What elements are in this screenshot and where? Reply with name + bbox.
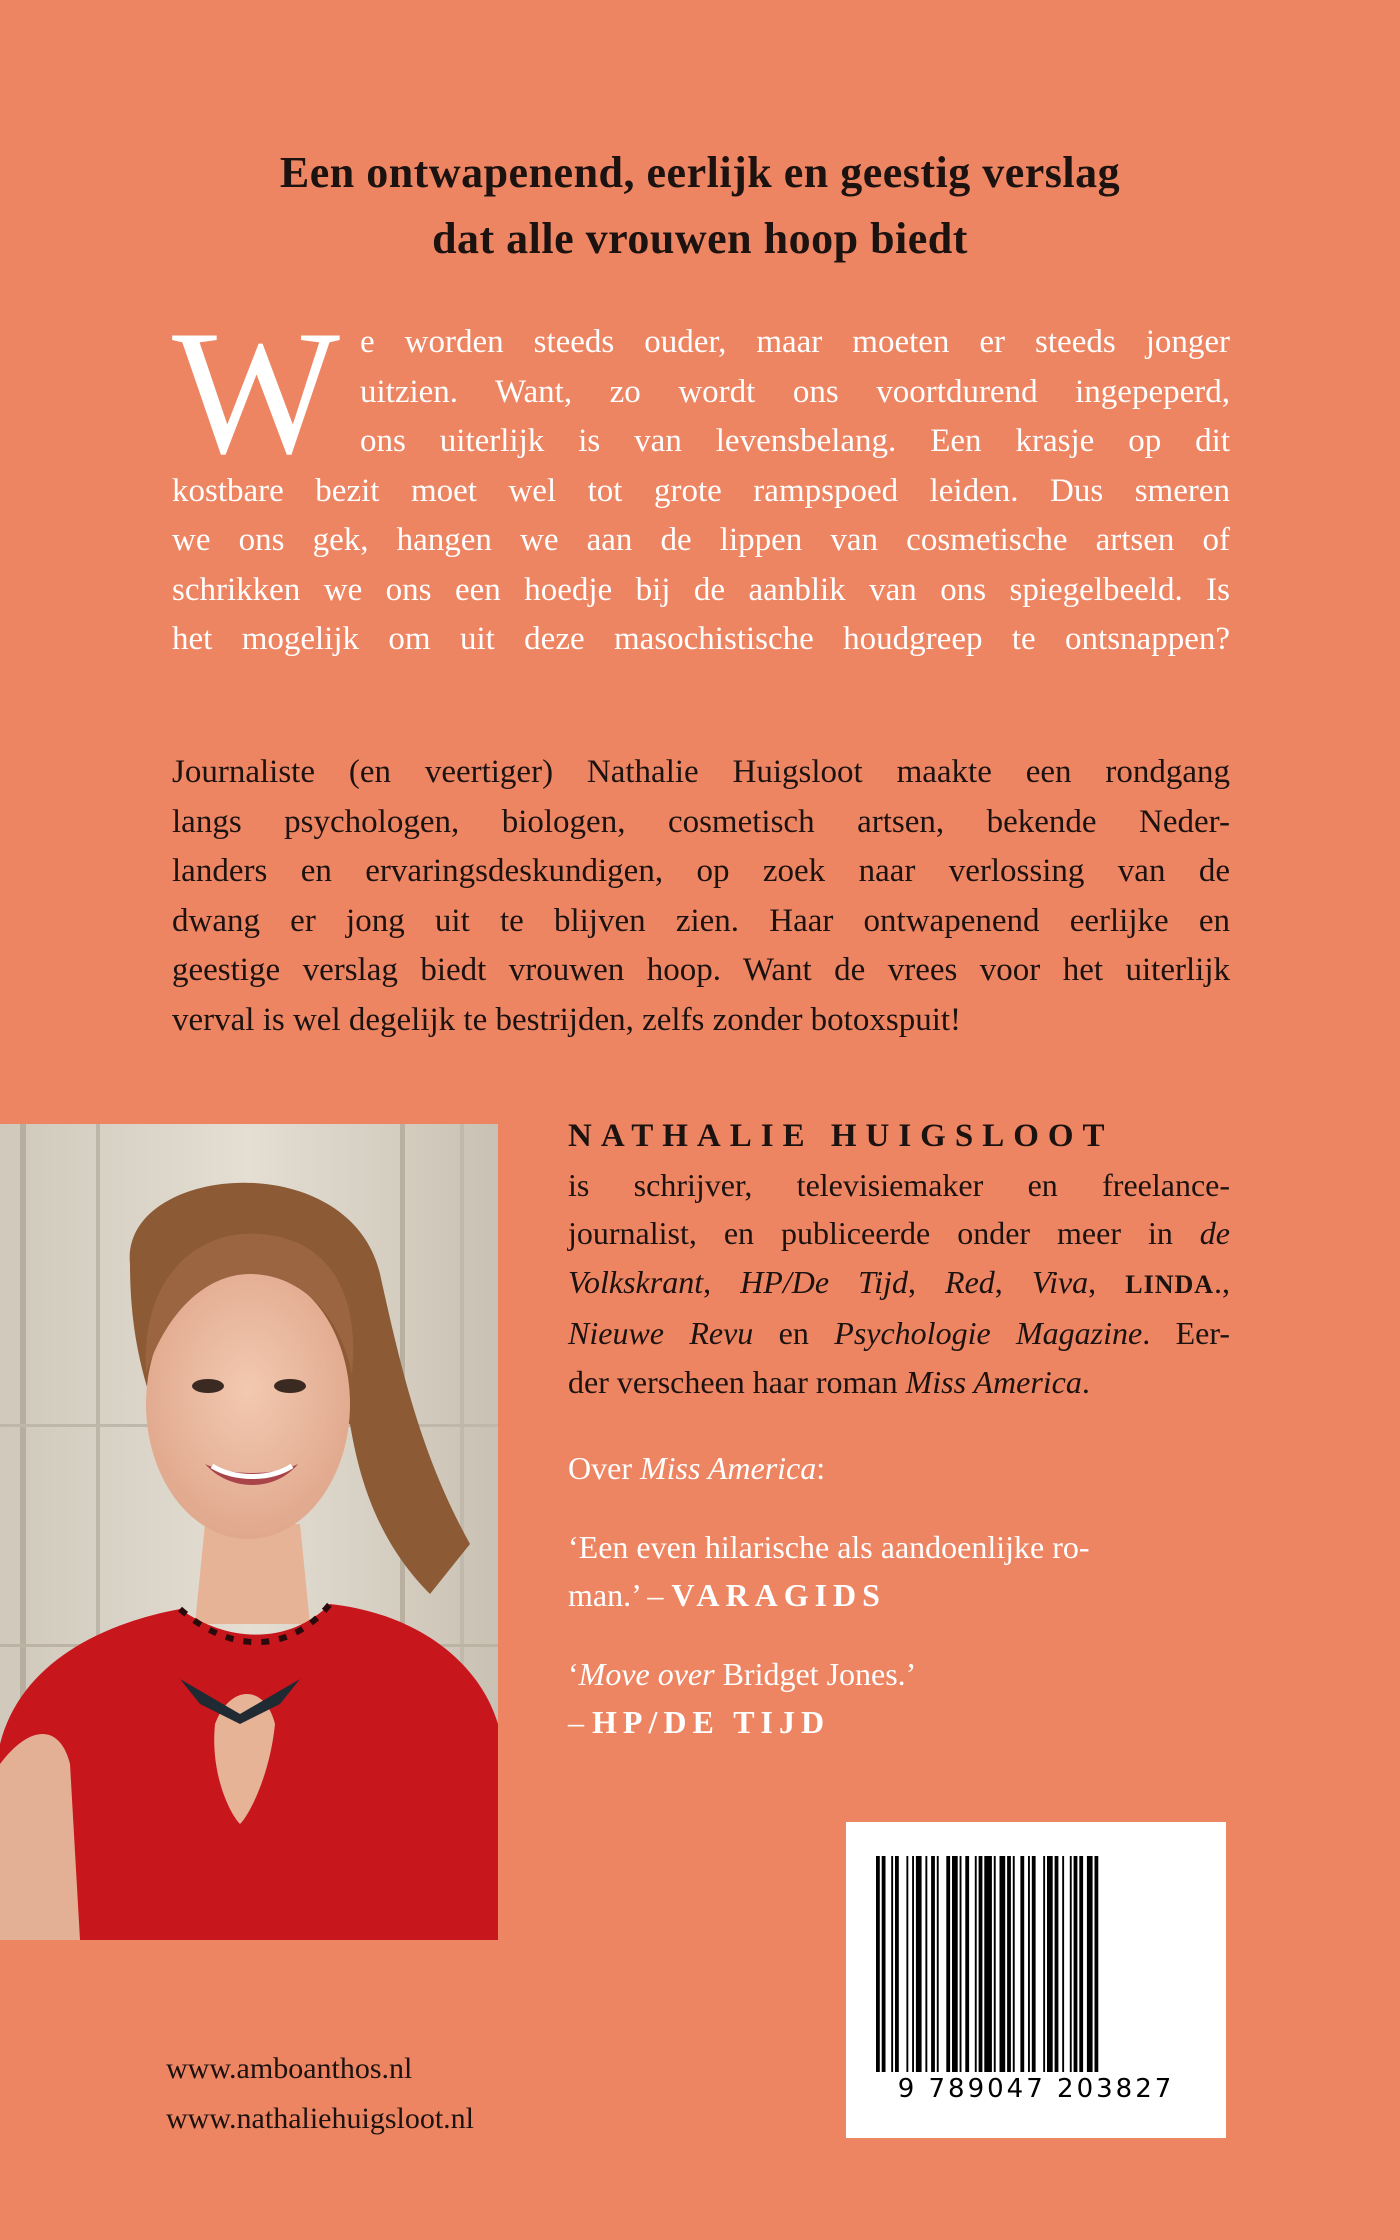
over-text: Over — [568, 1450, 640, 1486]
bio-italic: Red — [945, 1263, 995, 1300]
review-quote-2 — [568, 1650, 1230, 1747]
intro-line: ons uiterlijk is van levensbelang. Een krasje op dit — [360, 423, 1230, 459]
intro-line: kostbare bezit moet wel tot grote rampspoed leiden. Dus smeren — [172, 472, 1230, 509]
barcode-bar — [975, 1856, 977, 2072]
bio-text: . — [1081, 1363, 1090, 1400]
barcode-bar — [979, 1856, 983, 2072]
websites — [166, 2044, 474, 2144]
description-line: landers en ervaringsdeskundigen, op zoek naar verlossing van de — [172, 853, 1230, 889]
bio-line — [568, 1358, 1230, 1407]
intro-line: uitzien. Want, zo wordt ons voortdurend ingepeperd, — [360, 373, 1230, 410]
barcode-bar — [946, 1856, 950, 2072]
quote-line — [568, 1698, 1230, 1747]
barcode-bar — [906, 1856, 908, 2072]
bio-italic: Nieuwe Revu — [568, 1315, 754, 1351]
barcode-bar — [916, 1856, 922, 2072]
headline — [150, 140, 1250, 272]
barcode-bar — [1043, 1856, 1045, 2072]
barcode-bar — [1074, 1856, 1078, 2072]
barcode-bar — [912, 1856, 914, 2072]
quote-line — [568, 1571, 1230, 1620]
barcode-bar — [1047, 1856, 1053, 2072]
bio-text: , — [703, 1263, 741, 1300]
barcode-bar — [937, 1856, 939, 2072]
barcode-bar — [1013, 1856, 1015, 2072]
bio-text: ., — [1214, 1263, 1231, 1300]
barcode-bar — [965, 1856, 969, 2072]
barcode-bars — [872, 1856, 1200, 2072]
barcode-bar — [1095, 1856, 1099, 2072]
barcode-bar — [1062, 1856, 1064, 2072]
quote-line — [568, 1650, 1230, 1699]
barcode-bar — [876, 1856, 880, 2072]
headline-line-2: dat alle vrouwen hoop biedt — [432, 214, 968, 263]
bio-line — [568, 1209, 1230, 1258]
barcode-bar — [1028, 1856, 1030, 2072]
description-line: dwang er jong uit te blijven zien. Haar ontwapenend eerlijke en — [172, 902, 1230, 939]
bio-line: is schrijver, televisiemaker en freelance- — [568, 1166, 1230, 1203]
barcode-bar — [984, 1856, 992, 2072]
barcode-bar — [1070, 1856, 1072, 2072]
intro-line: het mogelijk om uit deze masochistische houdgreep te ontsnappen? — [172, 621, 1230, 657]
bio-text: journalist, en publiceerde onder meer in — [568, 1215, 1200, 1251]
bio-line — [568, 1309, 1230, 1358]
bio-italic: Viva — [1031, 1263, 1089, 1300]
barcode-bar — [1020, 1856, 1024, 2072]
over-title: Miss America — [639, 1450, 817, 1486]
over-text: : — [816, 1450, 826, 1486]
description-line: verval is wel degelijk te bestrijden, zelfs zonder botoxspuit! — [172, 1001, 962, 1038]
description-line: Journaliste (en veertiger) Nathalie Huigsloot maakte een rondgang — [172, 754, 1230, 790]
bio-italic: Psychologie Magazine — [834, 1315, 1143, 1351]
quote-text: – — [568, 1704, 592, 1740]
barcode-bar — [1079, 1856, 1083, 2072]
quote-text: ‘ — [568, 1655, 579, 1692]
barcode-bar — [952, 1856, 958, 2072]
headline-line-1: Een ontwapenend, eerlijk en geestig verslag — [279, 148, 1121, 197]
bio-text: , — [1088, 1263, 1126, 1300]
bio-italic: Volkskrant — [568, 1263, 704, 1300]
quote-text: man.’ – — [568, 1577, 672, 1613]
drop-cap: W — [172, 293, 341, 491]
author-block — [568, 1112, 1230, 1747]
barcode-bar — [994, 1856, 996, 2072]
barcode-bar — [1007, 1856, 1011, 2072]
barcode-bar — [1087, 1856, 1093, 2072]
bio-italic: HP/De Tijd — [740, 1263, 908, 1300]
barcode-bar — [882, 1856, 886, 2072]
barcode-bar — [891, 1856, 893, 2072]
description-line: geestige verslag biedt vrouwen hoop. Want de vrees voor het uiterlijk — [172, 952, 1230, 988]
intro-line: e worden steeds ouder, maar moeten er steeds jonger — [360, 324, 1230, 360]
barcode-bar — [1032, 1856, 1036, 2072]
quote-source: HP/DE TIJD — [592, 1704, 831, 1740]
bio-line — [568, 1258, 1230, 1310]
description-paragraph — [172, 748, 1230, 1045]
website-author: www.nathaliehuigsloot.nl — [166, 2102, 475, 2135]
bio-text: . Eer- — [1142, 1315, 1231, 1351]
bio-text: en — [753, 1315, 835, 1351]
barcode-bar — [925, 1856, 927, 2072]
barcode-bar — [931, 1856, 935, 2072]
bio-text: , — [907, 1263, 946, 1300]
intro-line: we ons gek, hangen we aan de lippen van cosmetische artsen of — [172, 522, 1230, 558]
isbn-number: 9 789047 203827 — [897, 2074, 1175, 2104]
bio-italic: Miss America — [905, 1363, 1082, 1400]
author-bio — [568, 1161, 1230, 1407]
barcode-bar — [895, 1856, 899, 2072]
quote-source: VARAGIDS — [671, 1577, 886, 1613]
website-publisher: www.amboanthos.nl — [166, 2052, 413, 2085]
bio-text: , — [994, 1263, 1032, 1300]
review-quote-1 — [568, 1523, 1230, 1620]
barcode-bar — [1000, 1856, 1006, 2072]
bio-linda: LINDA — [1125, 1269, 1215, 1299]
intro-paragraph — [172, 293, 1230, 665]
quote-line: ‘Een even hilarische als aandoenlijke ro- — [568, 1528, 1090, 1565]
author-photo — [0, 1124, 498, 1940]
quote-italic: Move over — [578, 1655, 715, 1692]
bio-italic: de — [1199, 1215, 1230, 1251]
barcode-bar — [960, 1856, 962, 2072]
quote-text: Bridget Jones.’ — [714, 1655, 917, 1692]
description-line: langs psychologen, biologen, cosmetisch artsen, bekende Neder- — [172, 803, 1230, 840]
author-portrait-illustration — [0, 1124, 498, 1940]
intro-line: schrikken we ons een hoedje bij de aanblik van ons spiegelbeeld. Is — [172, 571, 1230, 608]
barcode-bar — [1055, 1856, 1059, 2072]
over-heading — [568, 1444, 1230, 1493]
barcode — [846, 1822, 1226, 2138]
author-name: NATHALIE HUIGSLOOT — [568, 1118, 1114, 1154]
bio-text: der verscheen haar roman — [568, 1363, 906, 1400]
